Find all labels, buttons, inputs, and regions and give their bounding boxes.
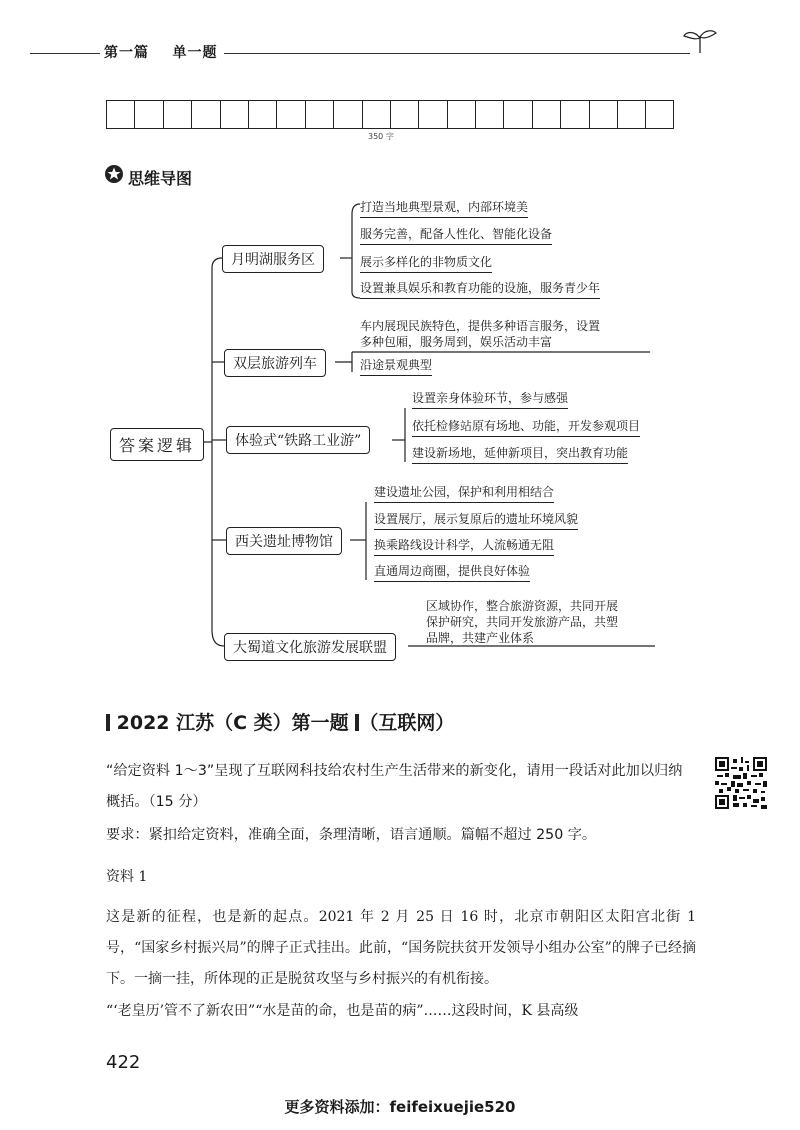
qr-code[interactable] [715, 757, 767, 809]
branch-double-deck-train: 双层旅游列车 [224, 349, 326, 377]
leaf-text: 打造当地典型景观，内部环境美 [360, 199, 528, 218]
leaf-text: 设置兼具娱乐和教育功能的设施，服务青少年 [360, 280, 600, 299]
leaf-text: 建设新场地，延伸新项目，突出教育功能 [412, 445, 628, 464]
question-requirement: 要求：紧扣给定资料，准确全面，条理清晰，语言通顺。篇幅不超过 250 字。 [106, 827, 597, 843]
question-tag: （互联网） [359, 712, 455, 734]
leaf-text: 展示多样化的非物质文化 [360, 254, 492, 273]
mindmap-title: 思维导图 [128, 169, 193, 188]
branch-railway-industry-tour: 体验式“铁路工业游” [226, 426, 370, 454]
question-heading [106, 708, 454, 735]
leaf-text: 区域协作，整合旅游资源，共同开展 [426, 599, 619, 613]
leaf-text: 设置展厅，展示复原后的遗址环境风貌 [374, 511, 578, 530]
branch-xiguan-museum: 西关遗址博物馆 [226, 527, 342, 555]
leaf-text: 保护研究，共同开发旅游产品，共塑 [426, 615, 619, 629]
material-paragraph-1: 这是新的征程，也是新的起点。2021 年 2 月 25 日 16 时，北京市朝阳区太阳宫北街 1 号，“国家乡村振兴局”的牌子正式挂出。此前，“国务院扶贫开发领导小组办公室”的牌子已经摘下。一摘一挂，所体现的正是脱贫攻坚与乡村振兴的有机衔接。 [106, 909, 696, 987]
leaf-text: 品牌，共建产业体系 [426, 631, 535, 645]
leaf-text: 车内展现民族特色，提供多种语言服务，设置 [360, 319, 601, 333]
branch-shudao-alliance: 大蜀道文化旅游发展联盟 [224, 633, 396, 661]
grid-word-count: 350 字 [368, 132, 394, 141]
leaf-text: 建设遗址公园，保护和利用相结合 [374, 484, 554, 503]
page-number: 422 [106, 1052, 141, 1073]
question-title: 2022 江苏（C 类）第一题 [116, 712, 349, 734]
leaf-text: 服务完善，配备人性化、智能化设备 [360, 226, 552, 245]
material-label: 资料 1 [106, 869, 148, 885]
question-prompt: “给定资料 1～3”呈现了互联网科技给农村生产生活带来的新变化，请用一段话对此加以归纳概括。（15 分） [106, 763, 683, 810]
footer-note: 更多资料添加：feifeixuejie520 [284, 1098, 516, 1116]
material-paragraph-2: “‘老皇历’管不了新农田”“水是苗的命，也是苗的病”……这段时间，K 县高级 [106, 1003, 579, 1019]
leaf-text: 沿途景观典型 [360, 357, 432, 376]
leaf-text: 设置亲身体验环节，参与感强 [412, 390, 568, 409]
running-header: 第一篇 单一题 [104, 45, 218, 61]
branch-yueminghu-service-area: 月明湖服务区 [222, 245, 324, 273]
leaf-text: 多种包厢，服务周到，娱乐活动丰富 [360, 335, 553, 349]
leaf-text: 依托检修站原有场地、功能，开发参观项目 [412, 418, 640, 437]
leaf-text: 换乘路线设计科学，人流畅通无阻 [374, 537, 554, 556]
heading-bar-left [106, 714, 110, 731]
leaf-text: 直通周边商圈，提供良好体验 [374, 563, 530, 582]
mindmap-root-node: 答案逻辑 [110, 428, 204, 461]
